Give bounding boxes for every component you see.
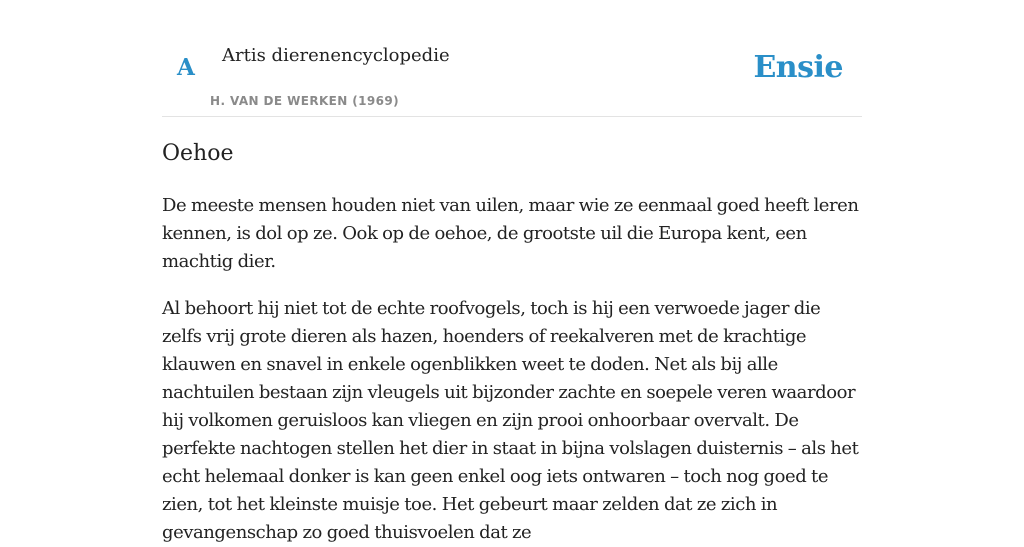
article: [162, 136, 864, 547]
ensie-logo-link[interactable]: Ensie: [753, 50, 843, 85]
article-title: Oehoe: [162, 141, 234, 166]
book-title-link[interactable]: Artis dierenencyclopedie: [222, 45, 450, 66]
article-paragraph: De meeste mensen houden niet van uilen, maar wie ze eenmaal goed heeft leren kennen, is dol op ze. Ook op de oehoe, de grootste uil die Europa kent, een machtig dier.: [162, 195, 859, 272]
article-paragraph: Al behoort hij niet tot de echte roofvogels, toch is hij een verwoede jager die zelfs vrij grote dieren als hazen, hoenders of reekalveren met de krachtige klauwen en snavel in enkele ogenblikken weet te doden. Net als bij alle nachtuilen bestaan zijn vleugels uit bijzonder zachte en soepele veren waardoor hij volkomen geruisloos kan vliegen en zijn prooi onhoorbaar overvalt. De perfekte nachtogen stellen het dier in staat in bijna volslagen duisternis – als het echt helemaal donker is kan geen enkel oog iets ontwaren – toch nog goed te zien, tot het kleinste muisje toe. Het gebeurt maar zelden dat ze zich in gevangenschap zo goed thuisvoelen dat ze: [162, 298, 859, 543]
book-header: [162, 0, 862, 117]
book-author: H. VAN DE WERKEN (1969): [210, 94, 400, 108]
book-letter-link[interactable]: A: [177, 54, 195, 81]
